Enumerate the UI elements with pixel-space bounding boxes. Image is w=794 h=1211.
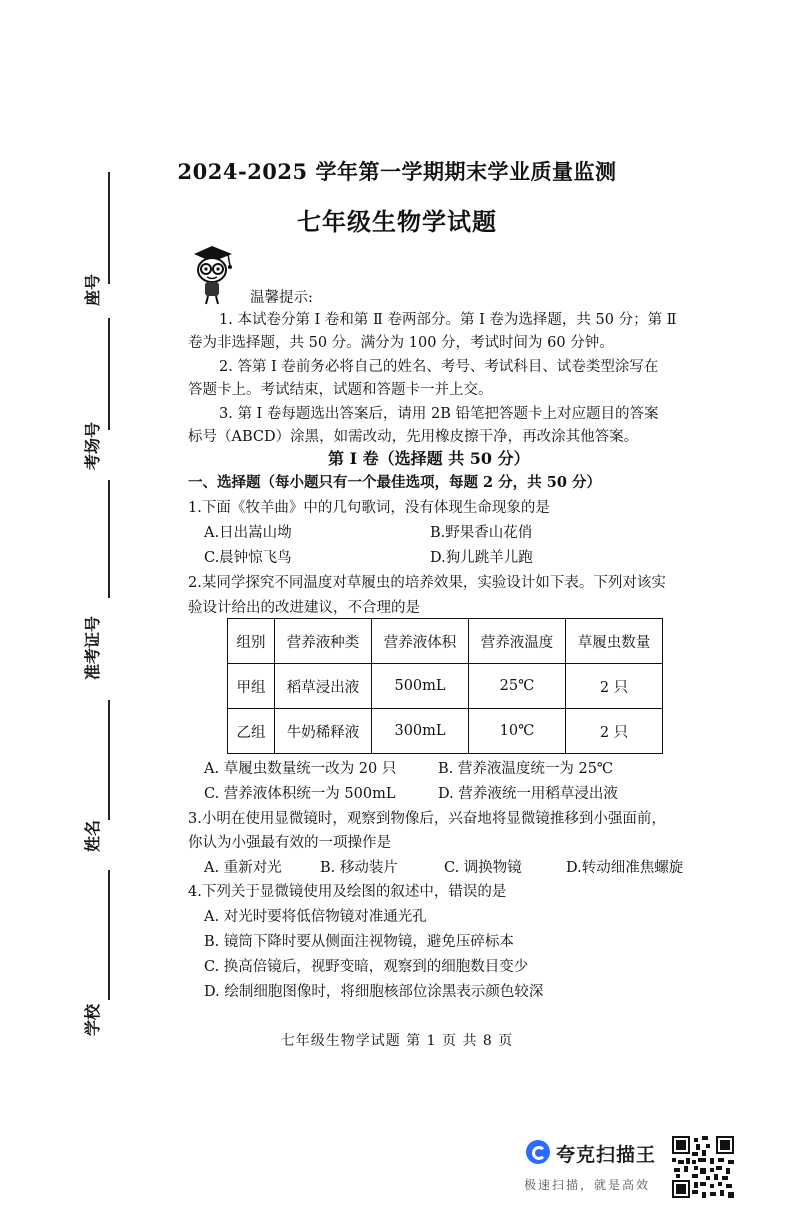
table-cell: 10℃ xyxy=(469,709,566,754)
question-stem: 2.某同学探究不同温度对草履虫的培养效果，实验设计如下表。下列对该实 xyxy=(188,575,666,591)
table-cell: 25℃ xyxy=(469,664,566,709)
table-header: 营养液种类 xyxy=(275,619,372,664)
question-stem: 4.下列关于显微镜使用及绘图的叙述中，错误的是 xyxy=(188,884,507,900)
tips-line: 标号（ABCD）涂黑，如需改动，先用橡皮擦干净，再改涂其他答案。 xyxy=(188,429,639,445)
school-label: 学校 xyxy=(83,1003,102,1036)
option-b: B. 移动装片 xyxy=(320,860,398,876)
table-cell: 牛奶稀释液 xyxy=(275,709,372,754)
table-cell: 500mL xyxy=(372,664,469,709)
experiment-table xyxy=(227,618,663,754)
tips-heading: 温馨提示: xyxy=(250,290,313,306)
table-header: 营养液体积 xyxy=(372,619,469,664)
option-a: A. 草履虫数量统一改为 20 只 xyxy=(204,761,397,777)
table-cell: 甲组 xyxy=(228,664,275,709)
table-header: 营养液温度 xyxy=(469,619,566,664)
option-b: B.野果香山花俏 xyxy=(430,525,533,541)
option-a: A. 重新对光 xyxy=(204,860,282,876)
tips-line: 3. 第 Ⅰ 卷每题选出答案后，请用 2B 铅笔把答题卡上对应题目的答案 xyxy=(219,406,659,422)
scanner-brand-name: 夸克扫描王 xyxy=(556,1144,657,1166)
name-label: 姓名 xyxy=(83,819,102,852)
section-title: 第 Ⅰ 卷（选择题 共 50 分） xyxy=(328,449,530,468)
scanner-tagline: 极速扫描，就是高效 xyxy=(524,1178,651,1192)
option-c: C. 调换物镜 xyxy=(444,860,522,876)
seat-label: 座号 xyxy=(83,273,102,306)
name-line xyxy=(108,700,110,820)
question-stem: 验设计给出的改进建议，不合理的是 xyxy=(188,600,420,616)
ticket-label: 准考证号 xyxy=(83,615,102,680)
table-row xyxy=(228,709,663,754)
table-cell: 乙组 xyxy=(228,709,275,754)
option-a: A.日出嵩山坳 xyxy=(204,525,292,541)
option-c: C. 营养液体积统一为 500mL xyxy=(204,786,396,802)
question-stem: 1.下面《牧羊曲》中的几句歌词，没有体现生命现象的是 xyxy=(188,500,550,516)
question-stem: 3.小明在使用显微镜时，观察到物像后，兴奋地将显微镜推移到小强面前， xyxy=(188,811,666,827)
option-d: D.转动细准焦螺旋 xyxy=(566,860,684,876)
tips-line: 卷为非选择题，共 50 分。满分为 100 分，考试时间为 60 分钟。 xyxy=(188,335,614,351)
scanner-logo-icon xyxy=(526,1140,550,1164)
table-header: 草履虫数量 xyxy=(566,619,663,664)
question-stem: 你认为小强最有效的一项操作是 xyxy=(188,835,391,851)
school-line xyxy=(108,870,110,1000)
exam-subtitle: 七年级生物学试题 xyxy=(297,207,497,236)
table-cell: 2 只 xyxy=(566,664,663,709)
ticket-line xyxy=(108,480,110,598)
exam-room-line xyxy=(108,318,110,430)
tips-line: 1. 本试卷分第 Ⅰ 卷和第 Ⅱ 卷两部分。第 Ⅰ 卷为选择题，共 50 分；第 Ⅱ xyxy=(219,312,677,328)
option-c: C. 换高倍镜后，视野变暗，观察到的细胞数目变少 xyxy=(204,959,529,975)
option-a: A. 对光时要将低倍物镜对准通光孔 xyxy=(204,909,427,925)
tips-line: 2. 答第 Ⅰ 卷前务必将自己的姓名、考号、考试科目、试卷类型涂写在 xyxy=(219,359,659,375)
option-d: D. 营养液统一用稻草浸出液 xyxy=(438,786,618,802)
qr-code-icon xyxy=(672,1136,734,1198)
table-cell: 稻草浸出液 xyxy=(275,664,372,709)
exam-room-label: 考场号 xyxy=(83,421,102,470)
table-header-row xyxy=(228,619,663,664)
graduate-mascot-icon xyxy=(188,244,236,306)
page-footer: 七年级生物学试题 第 1 页 共 8 页 xyxy=(280,1033,514,1049)
option-d: D.狗儿跳羊儿跑 xyxy=(430,550,533,566)
section-instructions: 一、选择题（每小题只有一个最佳选项，每题 2 分，共 50 分） xyxy=(188,474,601,491)
table-cell: 300mL xyxy=(372,709,469,754)
table-row xyxy=(228,664,663,709)
exam-title: 2024-2025 学年第一学期期末学业质量监测 xyxy=(177,159,617,184)
table-cell: 2 只 xyxy=(566,709,663,754)
tips-line: 答题卡上。考试结束，试题和答题卡一并上交。 xyxy=(188,382,493,398)
table-header: 组别 xyxy=(228,619,275,664)
option-d: D. 绘制细胞图像时，将细胞核部位涂黑表示颜色较深 xyxy=(204,984,544,1000)
option-b: B. 镜筒下降时要从侧面注视物镜，避免压碎标本 xyxy=(204,934,514,950)
option-b: B. 营养液温度统一为 25℃ xyxy=(438,761,614,777)
option-c: C.晨钟惊飞鸟 xyxy=(204,550,292,566)
